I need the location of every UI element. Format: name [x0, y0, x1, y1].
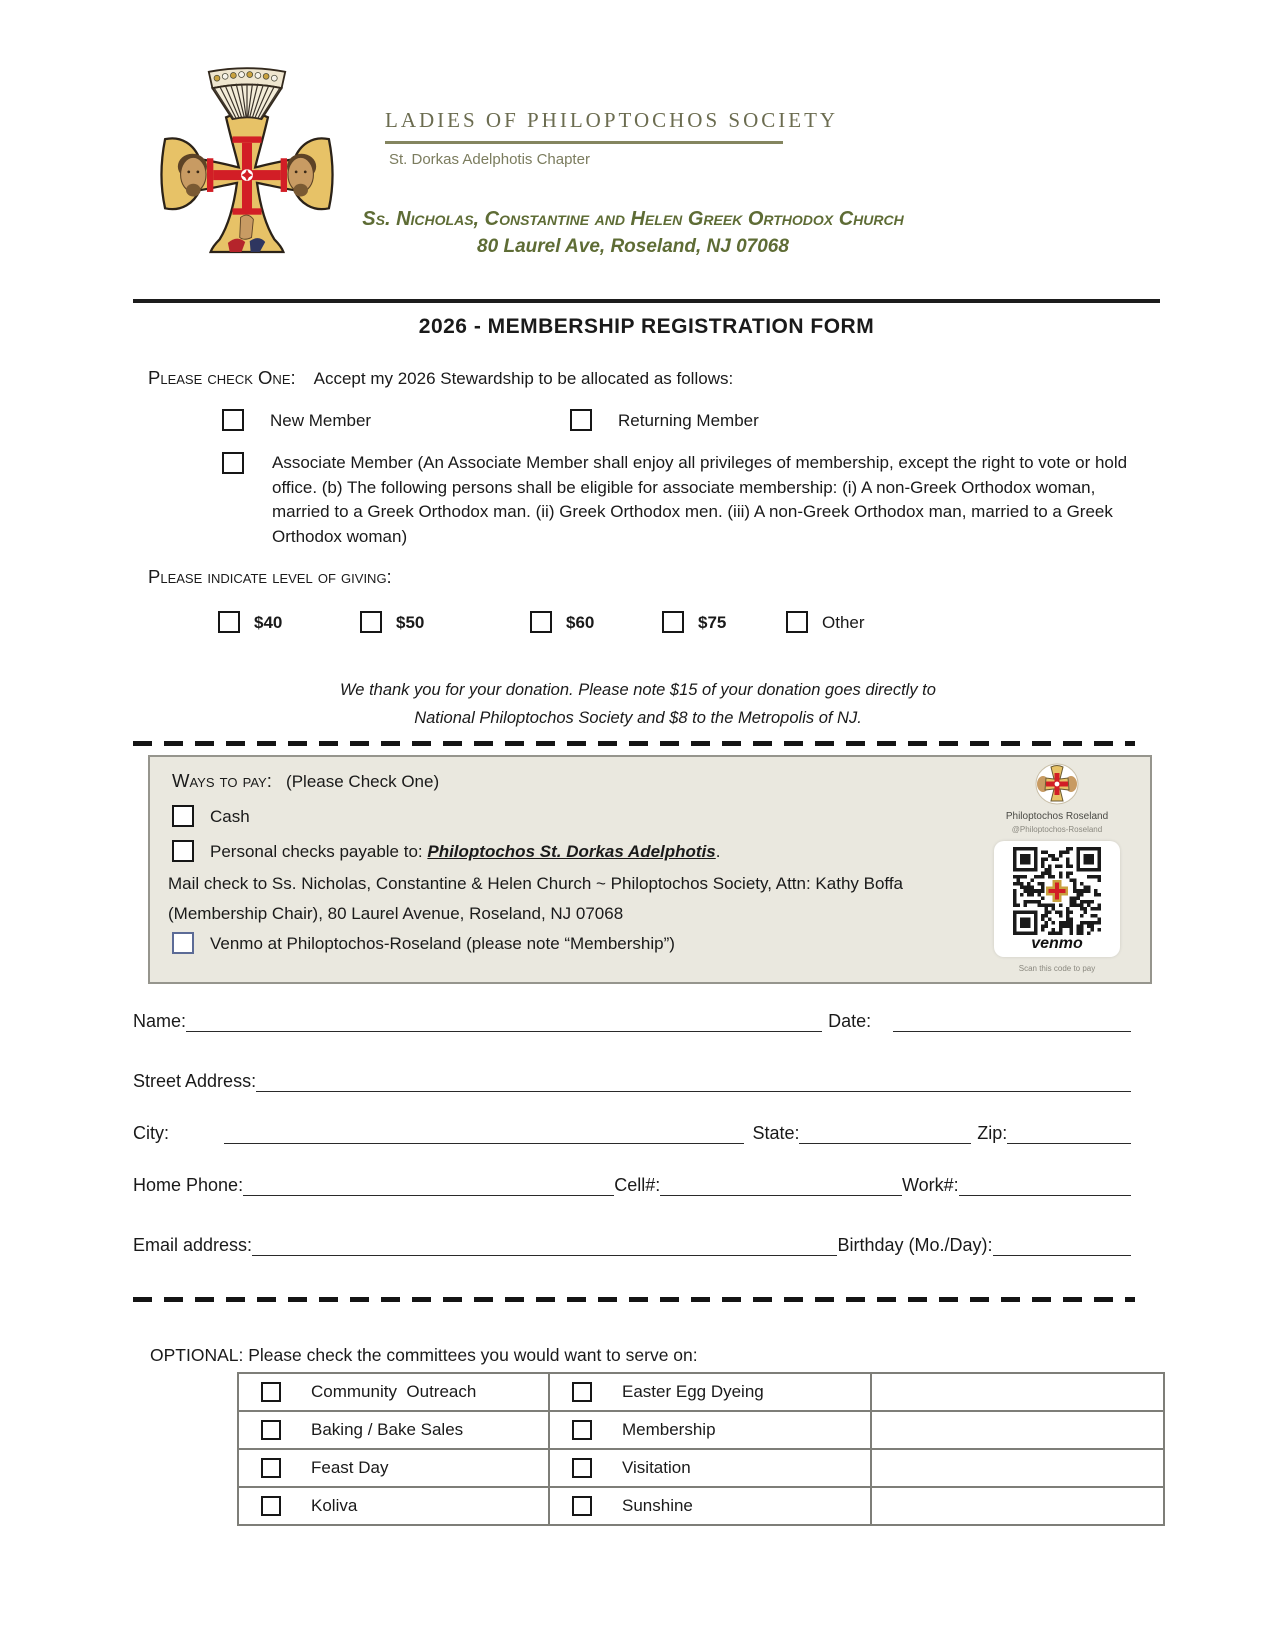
new-member-checkbox[interactable] [222, 409, 244, 431]
checks-checkbox[interactable] [172, 840, 194, 862]
committee-feast-day-checkbox[interactable] [261, 1458, 281, 1478]
giving-other-checkbox[interactable] [786, 611, 808, 633]
ways-to-pay-label: Ways to pay: [172, 770, 272, 791]
date-input-line[interactable] [893, 1007, 1131, 1032]
optional-heading: OPTIONAL: Please check the committees you would want to serve on: [150, 1345, 698, 1365]
committee-baking-checkbox[interactable] [261, 1420, 281, 1440]
committee-label: Feast Day [311, 1458, 389, 1477]
dashed-separator-bottom [133, 1297, 1135, 1302]
committee-visitation-checkbox[interactable] [572, 1458, 592, 1478]
city-label: City: [133, 1123, 169, 1143]
home-phone-label: Home Phone: [133, 1175, 244, 1195]
donation-note [133, 676, 1143, 732]
checks-prefix: Personal checks payable to: [210, 842, 428, 861]
returning-member-checkbox[interactable] [570, 409, 592, 431]
email-label: Email address: [133, 1235, 253, 1255]
church-block [133, 206, 1133, 260]
cell-label: Cell#: [614, 1175, 661, 1195]
giving-60-checkbox[interactable] [530, 611, 552, 633]
committee-writein-cell[interactable] [871, 1487, 1164, 1525]
check-one-instruction: Accept my 2026 Stewardship to be allocated as follows: [313, 369, 734, 388]
checks-suffix: . [715, 842, 721, 861]
committee-cell [549, 1373, 871, 1411]
committee-community-outreach-checkbox[interactable] [261, 1382, 281, 1402]
org-rule [385, 141, 783, 144]
ways-to-pay-heading [172, 770, 439, 792]
committee-cell [238, 1487, 549, 1525]
ways-to-pay-sub: (Please Check One) [286, 772, 440, 791]
committee-label: Sunshine [622, 1496, 693, 1515]
home-phone-input-line[interactable] [243, 1171, 614, 1196]
street-row [133, 1066, 1131, 1092]
form-title: 2026 - MEMBERSHIP REGISTRATION FORM [418, 315, 875, 338]
table-row [238, 1373, 1164, 1411]
giving-50-label: $50 [396, 613, 425, 632]
check-one-label: Please check One: [148, 367, 296, 388]
qr-code [1009, 847, 1105, 935]
committee-label: Visitation [622, 1458, 691, 1477]
giving-50-checkbox[interactable] [360, 611, 382, 633]
checks-payee: Philoptochos St. Dorkas Adelphotis [427, 842, 716, 861]
table-row [238, 1449, 1164, 1487]
ways-to-pay-box [148, 755, 1152, 984]
work-label: Work#: [901, 1175, 959, 1195]
associate-member-label: Associate Member (An Associate Member shall enjoy all privileges of membership, except the right to vote or hold office. (b) The following persons shall be eligible for associate membership: (i) A non-Greek Orthodox woman, married to a Greek Orthodox man. (ii) Greek Orthodox men. (iii) A non-Greek Orthodox man, married to a Greek Orthodox woman) [272, 453, 1128, 546]
check-one-intro [148, 367, 733, 389]
returning-member-label: Returning Member [618, 411, 759, 430]
giving-40-label: $40 [254, 613, 283, 632]
committees-table [237, 1372, 1165, 1526]
table-row [238, 1487, 1164, 1525]
venmo-wordmark: venmo [1031, 935, 1083, 952]
name-date-row [133, 1006, 1131, 1032]
venmo-account-name: Philoptochos Roseland [1005, 811, 1109, 822]
committee-membership-checkbox[interactable] [572, 1420, 592, 1440]
phones-row [133, 1170, 1131, 1196]
giving-75-label: $75 [698, 613, 727, 632]
venmo-scan-hint: Scan this code to pay [1018, 964, 1096, 973]
new-member-label: New Member [270, 411, 372, 430]
venmo-avatar [1035, 763, 1079, 805]
chapter-name: St. Dorkas Adelphotis Chapter [389, 151, 590, 168]
church-name: Ss. Nicholas, Constantine and Helen Greek Orthodox Church [362, 208, 904, 230]
cash-label: Cash [210, 807, 250, 826]
venmo-qr-card [994, 841, 1120, 957]
zip-input-line[interactable] [1007, 1119, 1131, 1144]
giving-label: Please indicate level of giving: [148, 566, 392, 587]
checks-label [210, 842, 721, 862]
name-label: Name: [133, 1011, 187, 1031]
donation-note-line2: National Philoptochos Society and $8 to the Metropolis of NJ. [414, 709, 862, 727]
name-input-line[interactable] [186, 1007, 822, 1032]
giving-60-label: $60 [566, 613, 595, 632]
committee-writein-cell[interactable] [871, 1449, 1164, 1487]
committee-cell [238, 1373, 549, 1411]
work-input-line[interactable] [959, 1171, 1131, 1196]
church-address: 80 Laurel Ave, Roseland, NJ 07068 [477, 236, 789, 257]
street-label: Street Address: [133, 1071, 257, 1091]
email-input-line[interactable] [252, 1231, 837, 1256]
venmo-account-handle: @Philoptochos-Roseland [1011, 825, 1103, 834]
header-divider [133, 299, 1160, 303]
committee-label: Community Outreach [311, 1382, 477, 1401]
city-input-line[interactable] [224, 1119, 744, 1144]
associate-member-checkbox[interactable] [222, 452, 244, 474]
birthday-input-line[interactable] [993, 1231, 1131, 1256]
committee-label: Baking / Bake Sales [311, 1420, 464, 1439]
street-input-line[interactable] [256, 1067, 1131, 1092]
date-label: Date: [828, 1011, 872, 1031]
donation-note-line1: We thank you for your donation. Please note $15 of your donation goes directly to [340, 681, 936, 699]
cell-input-line[interactable] [660, 1171, 902, 1196]
committee-label: Easter Egg Dyeing [622, 1382, 764, 1401]
birthday-label: Birthday (Mo./Day): [837, 1235, 993, 1255]
mail-check-note: Mail check to Ss. Nicholas, Constantine & Helen Church ~ Philoptochos Society, Attn: Kathy Boffa (Membership Chair), 80 Laurel Avenue, Roseland, NJ 07068 [168, 874, 904, 923]
giving-other-label: Other [822, 613, 865, 632]
venmo-checkbox[interactable] [172, 932, 194, 954]
venmo-label: Venmo at Philoptochos-Roseland (please note “Membership”) [210, 934, 675, 953]
committee-label: Membership [622, 1420, 716, 1439]
state-label: State: [752, 1123, 800, 1143]
committee-writein-cell[interactable] [871, 1411, 1164, 1449]
committee-easter-egg-dyeing-checkbox[interactable] [572, 1382, 592, 1402]
table-row [238, 1411, 1164, 1449]
email-birthday-row [133, 1230, 1131, 1256]
dashed-separator-top [133, 741, 1135, 746]
committee-cell [238, 1449, 549, 1487]
venmo-avatar-icon [1035, 763, 1079, 805]
giving-75-checkbox[interactable] [662, 611, 684, 633]
committee-writein-cell[interactable] [871, 1373, 1164, 1411]
committee-cell [238, 1411, 549, 1449]
committee-sunshine-checkbox[interactable] [572, 1496, 592, 1516]
committee-cell [549, 1487, 871, 1525]
committee-koliva-checkbox[interactable] [261, 1496, 281, 1516]
committee-cell [549, 1449, 871, 1487]
giving-40-checkbox[interactable] [218, 611, 240, 633]
city-state-zip-row [133, 1118, 1131, 1144]
committee-label: Koliva [311, 1496, 358, 1515]
org-name: LADIES OF PHILOPTOCHOS SOCIETY [385, 108, 839, 132]
committee-cell [549, 1411, 871, 1449]
cash-checkbox[interactable] [172, 805, 194, 827]
zip-label: Zip: [977, 1123, 1008, 1143]
state-input-line[interactable] [799, 1119, 971, 1144]
